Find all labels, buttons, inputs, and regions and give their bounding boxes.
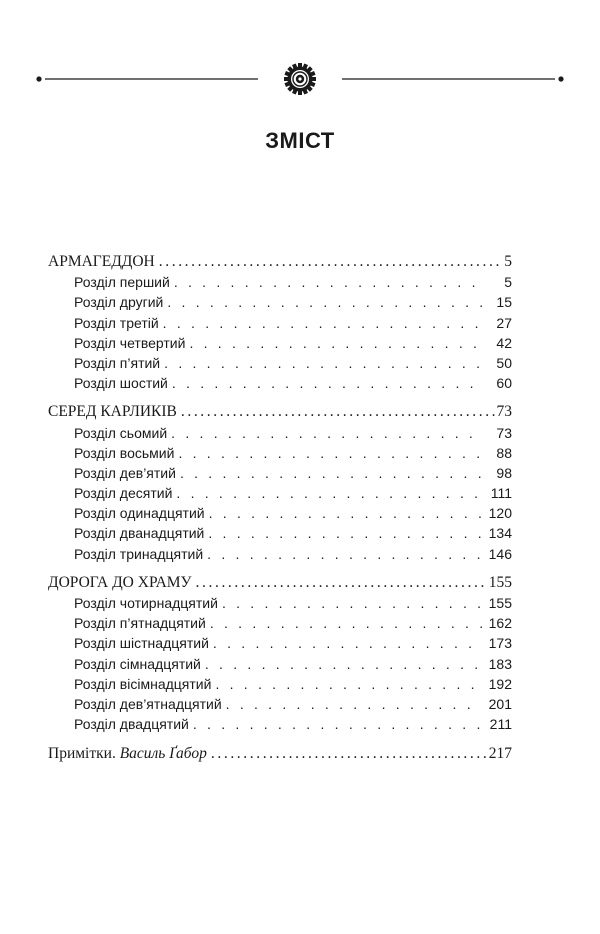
toc-chapter-label: Розділ четвертий — [74, 334, 186, 351]
toc-chapter-label: Розділ п’ятнадцятий — [74, 615, 206, 632]
toc-chapter-entry[interactable] — [48, 593, 512, 613]
section-gap — [48, 734, 512, 744]
toc-chapter-entry[interactable] — [48, 674, 512, 694]
toc-chapter-entry[interactable] — [48, 613, 512, 633]
toc-chapter-entry[interactable] — [48, 523, 512, 543]
toc-chapter-label: Розділ другий — [74, 294, 164, 311]
toc-page-number: 15 — [496, 294, 512, 311]
leader-dots — [196, 573, 488, 593]
toc-chapter-label: Розділ шістнадцятий — [74, 635, 209, 652]
section-gap — [48, 393, 512, 402]
toc-chapter-label: Розділ сьомий — [74, 424, 168, 441]
toc-part-label: ДОРОГА ДО ХРАМУ — [48, 573, 192, 591]
leader-dots — [180, 463, 482, 483]
toc-page-number: 5 — [504, 253, 512, 270]
leader-dots — [178, 443, 482, 463]
toc-chapter-label: Розділ дев’ятий — [74, 464, 176, 481]
gear-icon — [284, 63, 316, 95]
toc-chapter-label: Розділ п’ятий — [74, 354, 161, 371]
toc-page-number: 155 — [488, 573, 512, 591]
toc-chapter-label: Розділ вісімнадцятий — [74, 675, 212, 692]
leader-dots — [213, 633, 482, 653]
toc-chapter-label: Розділ одинадцятий — [74, 505, 205, 522]
leader-dots — [172, 373, 482, 393]
toc-chapter-entry[interactable] — [48, 483, 512, 503]
toc-page-number: 60 — [496, 375, 512, 392]
toc-page-number: 162 — [488, 615, 512, 632]
toc-chapter-entry[interactable] — [48, 313, 512, 333]
toc-page-number: 173 — [488, 635, 512, 652]
toc-page-number: 50 — [496, 354, 512, 371]
notes-author: Василь Ґабор — [119, 745, 207, 763]
leader-dots — [222, 593, 482, 613]
toc-part-entry[interactable] — [48, 252, 512, 272]
toc-page-number: 42 — [496, 334, 512, 351]
toc-page-number: 146 — [488, 545, 512, 562]
leader-dots — [176, 483, 482, 503]
toc-page-number: 134 — [488, 525, 512, 542]
leader-dots — [193, 714, 482, 734]
toc-chapter-label: Розділ сімнадцятий — [74, 655, 201, 672]
toc-notes-label — [48, 744, 207, 764]
toc-chapter-entry[interactable] — [48, 654, 512, 674]
toc-page-number: 155 — [488, 595, 512, 611]
ornament-dot-left — [36, 76, 41, 81]
toc-page-number: 217 — [488, 745, 512, 763]
toc-chapter-entry[interactable] — [48, 333, 512, 353]
toc-chapter-entry[interactable] — [48, 694, 512, 714]
toc-chapter-entry[interactable] — [48, 544, 512, 564]
toc-chapter-entry[interactable] — [48, 353, 512, 373]
page-title: ЗМІСТ — [265, 128, 335, 153]
leader-dots — [208, 523, 482, 543]
toc-chapter-label: Розділ шостий — [74, 375, 168, 392]
leader-dots — [215, 674, 482, 694]
toc-chapter-entry[interactable] — [48, 714, 512, 734]
toc-part-label: СЕРЕД КАРЛИКІВ — [48, 403, 177, 421]
leader-dots — [164, 353, 482, 373]
toc-page-number: 73 — [496, 403, 512, 421]
leader-dots — [205, 654, 482, 674]
leader-dots — [189, 333, 482, 353]
toc-page-number: 183 — [488, 655, 512, 672]
toc-page-number: 201 — [488, 695, 512, 712]
toc-page-number: 88 — [496, 444, 512, 461]
toc-part-entry[interactable] — [48, 573, 512, 593]
ornament-dot-right — [558, 76, 563, 81]
toc-chapter-label: Розділ восьмий — [74, 444, 175, 461]
toc-chapter-label: Розділ чотирнадцятий — [74, 595, 218, 611]
toc-chapter-label: Розділ перший — [74, 274, 170, 291]
leader-dots — [209, 503, 482, 523]
toc-page-number: 211 — [489, 716, 512, 733]
toc-chapter-label: Розділ тринадцятий — [74, 545, 204, 562]
toc-chapter-entry[interactable] — [48, 272, 512, 292]
leader-dots — [167, 292, 482, 312]
table-of-contents — [48, 252, 512, 765]
toc-chapter-entry[interactable] — [48, 503, 512, 523]
section-gap — [48, 564, 512, 573]
leader-dots — [181, 402, 496, 422]
leader-dots — [207, 544, 482, 564]
toc-chapter-entry[interactable] — [48, 443, 512, 463]
toc-chapter-entry[interactable] — [48, 292, 512, 312]
toc-page-number: 27 — [496, 314, 512, 331]
leader-dots — [163, 313, 482, 333]
toc-chapter-entry[interactable] — [48, 423, 512, 443]
toc-notes-entry[interactable] — [48, 744, 512, 764]
toc-chapter-label: Розділ дев’ятнадцятий — [74, 695, 222, 712]
leader-dots — [174, 272, 482, 292]
leader-dots — [171, 423, 482, 443]
toc-page-number: 120 — [488, 505, 512, 522]
header-ornament — [36, 62, 564, 96]
leader-dots — [159, 252, 503, 272]
toc-chapter-label: Розділ третій — [74, 314, 159, 331]
toc-page-number: 111 — [490, 485, 512, 502]
toc-chapter-label: Розділ двадцятий — [74, 716, 189, 733]
toc-chapter-label: Розділ десятий — [74, 485, 173, 502]
gear-ornament-icon — [36, 62, 564, 96]
toc-part-entry[interactable] — [48, 402, 512, 422]
leader-dots — [210, 613, 482, 633]
toc-part-label: АРМАГЕДДОН — [48, 253, 155, 270]
toc-page-number: 192 — [488, 675, 512, 692]
leader-dots — [211, 744, 488, 764]
notes-title: Примітки. — [48, 745, 116, 763]
toc-page-number: 5 — [504, 274, 512, 291]
toc-page-number: 98 — [496, 464, 512, 481]
toc-chapter-entry[interactable] — [48, 463, 512, 483]
leader-dots — [226, 694, 482, 714]
toc-chapter-entry[interactable] — [48, 373, 512, 393]
toc-chapter-label: Розділ дванадцятий — [74, 525, 205, 542]
toc-page-number: 73 — [496, 424, 512, 441]
toc-chapter-entry[interactable] — [48, 633, 512, 653]
